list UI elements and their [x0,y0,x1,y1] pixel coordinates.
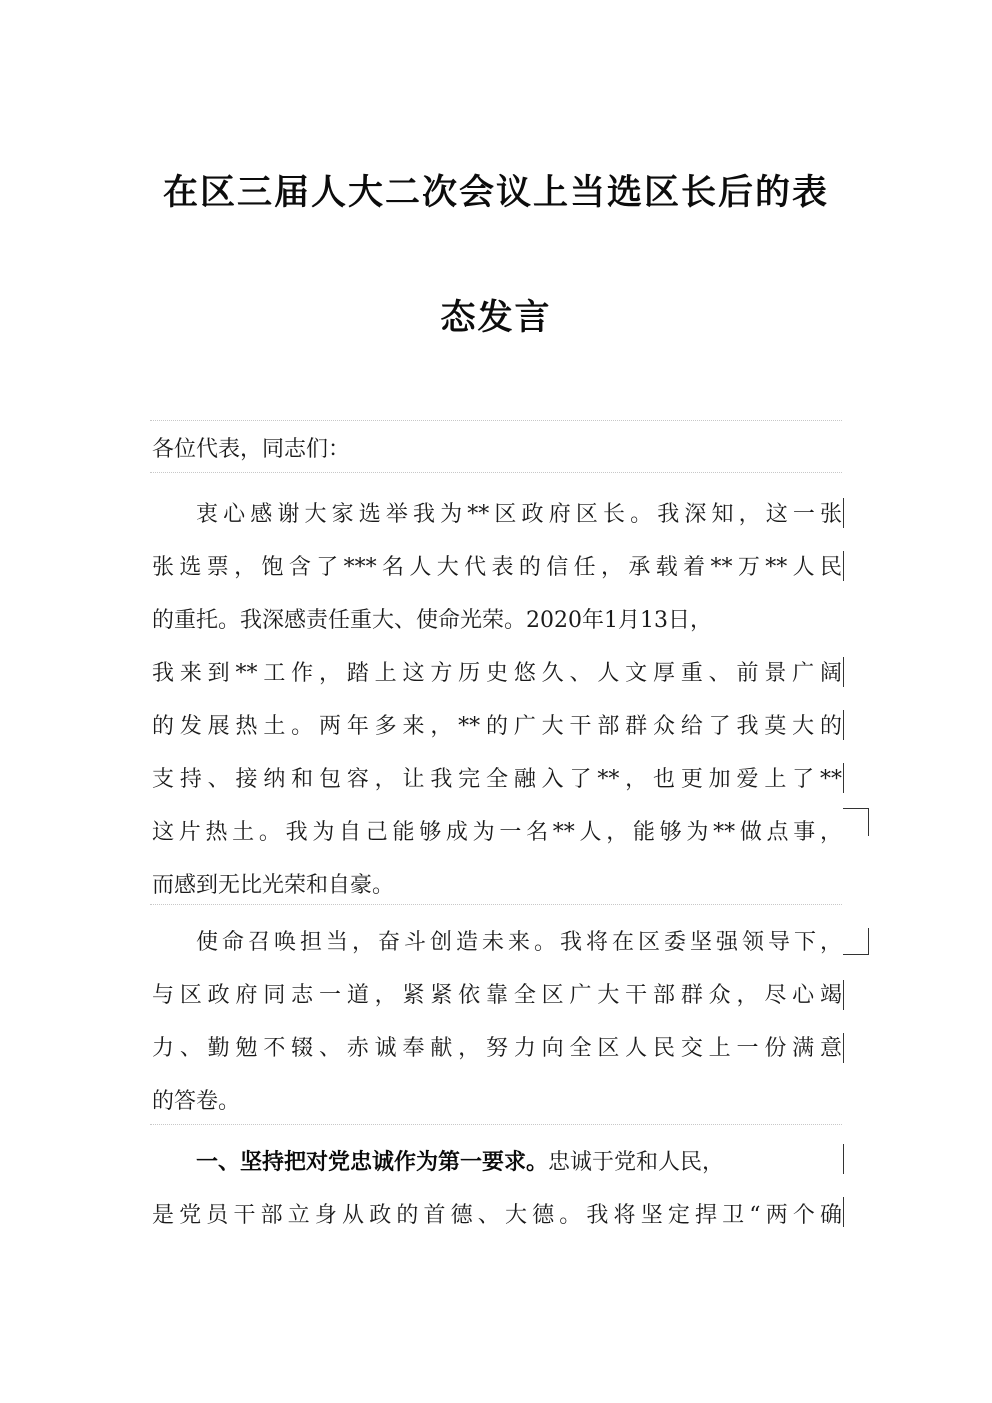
salutation-text: 各位代表，同志们： [152,437,351,462]
paragraph-2 [152,916,842,1128]
revision-mark [868,928,869,955]
paragraph-line: 力、勤勉不辍、赤诚奉献，努力向全区人民交上一份满意 [152,1036,842,1061]
paragraph-line: 的重托。我深感责任重大、使命光荣。2020年1月13日， [152,608,712,633]
paragraph-line: 而感到无比光荣和自豪。 [152,873,395,898]
paragraph-line: 我来到**工作，踏上这方历史悠久、人文厚重、前景广阔 [152,661,842,686]
paragraph-1 [152,488,842,912]
revision-mark [843,1033,844,1063]
revision-mark [868,808,869,836]
divider [150,472,842,473]
revision-mark [843,1144,844,1174]
document-title-line-1: 在区三届人大二次会议上当选区长后的表 [162,173,829,213]
paragraph-line: 的答卷。 [152,1089,241,1114]
paragraph-line: 这片热土。我为自己能够成为一名**人，能够为**做点事， [152,820,842,845]
paragraph-line: 是党员干部立身从政的首德、大德。我将坚定捍卫“两个确 [152,1203,842,1228]
paragraph-line: 与区政府同志一道，紧紧依靠全区广大干部群众，尽心竭 [152,983,842,1008]
paragraph-line: 张选票，饱含了***名人大代表的信任，承载着**万**人民 [152,555,842,580]
divider [150,420,842,421]
paragraph-3 [152,1136,842,1242]
revision-mark [843,980,844,1010]
paragraph-line [152,1136,842,1189]
revision-mark [843,954,868,955]
paragraph-line: 支持、接纳和包容，让我完全融入了**，也更加爱上了** [152,767,842,792]
revision-mark [843,808,868,809]
revision-mark [843,710,844,740]
divider [150,1124,842,1125]
revision-mark [843,657,844,687]
paragraph-line: 的发展热土。两年多来，**的广大干部群众给了我莫大的 [152,714,842,739]
revision-mark [843,551,844,581]
revision-mark [843,763,844,793]
divider [150,904,842,905]
paragraph-line: 使命召唤担当，奋斗创造未来。我将在区委坚强领导下， [196,930,842,955]
document-title-line-2: 态发言 [440,298,552,338]
paragraph-text: 忠诚于党和人民， [548,1150,725,1175]
revision-mark [843,498,844,528]
section-heading: 一、坚持把对党忠诚作为第一要求。 [196,1150,549,1175]
paragraph-line: 衷心感谢大家选举我为**区政府区长。我深知，这一张 [196,502,842,527]
revision-mark [843,1197,844,1227]
salutation [152,423,842,476]
